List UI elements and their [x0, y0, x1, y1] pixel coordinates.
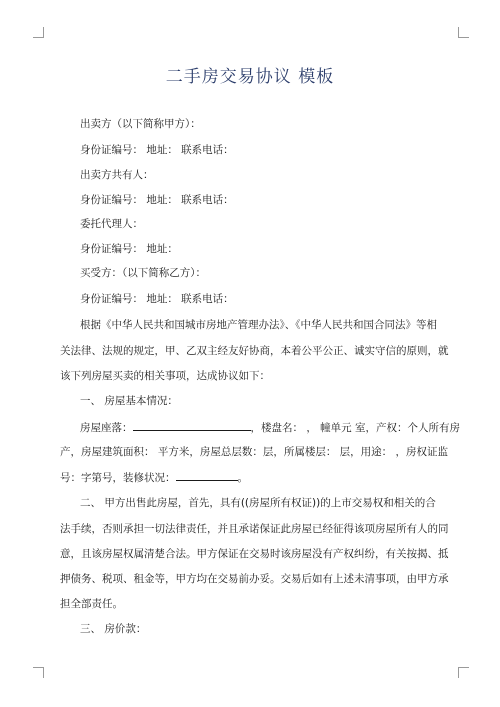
crop-mark-bottom-left: [33, 667, 44, 678]
section-2-line-3: 意，且该房屋权属清楚合法。甲方保证在交易时该房屋没有产权纠纷，有关按揭、抵: [60, 548, 449, 560]
buyer-id-line: 身份证编号： 地址： 联系电话：: [80, 293, 234, 305]
crop-mark-top-left: [33, 27, 44, 38]
document-title: 二手房交易协议 模板: [165, 67, 335, 87]
crop-mark-top-right: [458, 27, 469, 38]
co-owner-id-line: 身份证编号： 地址： 联系电话：: [80, 194, 234, 206]
house-area-line: 产，房屋建筑面积： 平方米，房屋总层数：层，所属楼层： 层，用途： ，房权证监: [60, 446, 449, 458]
buyer-line: 买受方：（以下简称乙方）：: [80, 267, 206, 279]
preamble-line-2: 关法律、法规的规定，甲、乙双主经友好协商，本着公平公正、诚实守信的原则，就: [60, 345, 449, 357]
section-2-line-4: 押债务、税项、租金等，甲方均在交易前办妥。交易后如有上述未清事项，由甲方承: [60, 573, 449, 585]
agent-id-line: 身份证编号： 地址：: [80, 243, 178, 255]
preamble-line-1: 根据《中华人民共和国城市房地产管理办法》、《中华人民共和国合同法》等相: [80, 319, 437, 331]
house-cert-line: [60, 470, 248, 485]
seller-line: 出卖方（以下简称甲方）：: [80, 118, 201, 130]
preamble-line-3: 该下列房屋买卖的相关事项，达成协议如下：: [60, 370, 270, 382]
section-2-line-1: 二、 甲方出售此房屋，首先，具有((房屋所有权证))的上市交易权和相关的合: [80, 497, 436, 509]
decoration-blank: [176, 470, 238, 481]
section-1-heading: 一、 房屋基本情况：: [80, 395, 178, 407]
section-2-line-2: 法手续，否则承担一切法律责任，并且承诺保证此房屋已经征得该项房屋所有人的同: [60, 523, 449, 535]
location-rest: ，楼盘名： ， 幢单元 室，产权：个人所有房: [250, 422, 461, 434]
cert-end: 。: [237, 472, 248, 484]
location-label: 房屋座落：: [80, 422, 133, 434]
seller-id-line: 身份证编号： 地址： 联系电话：: [80, 144, 234, 156]
section-3-heading: 三、 房价款：: [80, 623, 147, 635]
crop-mark-bottom-right: [458, 667, 469, 678]
section-2-line-5: 担全部责任。: [60, 598, 123, 610]
location-blank: [133, 420, 251, 431]
cert-label: 号：字第号，装修状况：: [60, 472, 176, 484]
agent-line: 委托代理人：: [80, 218, 143, 230]
co-owner-line: 出卖方共有人：: [80, 169, 154, 181]
house-location-line: [80, 420, 460, 435]
